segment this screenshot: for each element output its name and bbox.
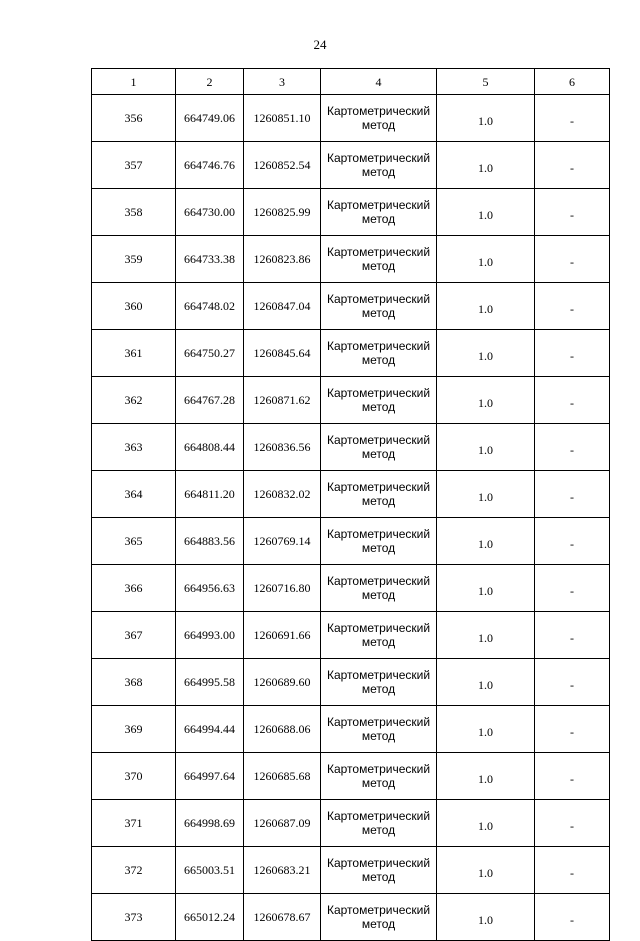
method-line-2: метод	[361, 212, 396, 226]
method-line-2: метод	[361, 400, 396, 414]
point-number-cell: 360	[92, 283, 176, 330]
extra-cell: -	[535, 471, 610, 518]
table-row	[92, 424, 610, 471]
x-coordinate-cell: 664883.56	[176, 518, 244, 565]
accuracy-cell: 1.0	[437, 189, 535, 236]
column-header: 6	[535, 69, 610, 95]
table-row	[92, 236, 610, 283]
table-row	[92, 95, 610, 142]
accuracy-cell: 1.0	[437, 565, 535, 612]
x-coordinate-cell: 664956.63	[176, 565, 244, 612]
accuracy-cell: 1.0	[437, 471, 535, 518]
accuracy-cell: 1.0	[437, 236, 535, 283]
method-line-1: Картометрический	[326, 527, 431, 541]
table-row	[92, 189, 610, 236]
y-coordinate-cell: 1260851.10	[244, 95, 321, 142]
extra-cell: -	[535, 800, 610, 847]
table-row	[92, 753, 610, 800]
method-cell	[321, 189, 437, 236]
point-number-cell: 358	[92, 189, 176, 236]
method-line-1: Картометрический	[326, 386, 431, 400]
extra-cell: -	[535, 283, 610, 330]
method-line-2: метод	[361, 165, 396, 179]
method-line-2: метод	[361, 682, 396, 696]
table-row	[92, 283, 610, 330]
method-line-2: метод	[361, 259, 396, 273]
point-number-cell: 362	[92, 377, 176, 424]
accuracy-cell: 1.0	[437, 377, 535, 424]
y-coordinate-cell: 1260683.21	[244, 847, 321, 894]
extra-cell: -	[535, 95, 610, 142]
accuracy-cell: 1.0	[437, 894, 535, 941]
accuracy-cell: 1.0	[437, 800, 535, 847]
method-line-2: метод	[361, 870, 396, 884]
table-row	[92, 894, 610, 941]
column-header: 5	[437, 69, 535, 95]
point-number-cell: 367	[92, 612, 176, 659]
table-body	[92, 69, 610, 941]
table-row	[92, 518, 610, 565]
y-coordinate-cell: 1260716.80	[244, 565, 321, 612]
extra-cell: -	[535, 518, 610, 565]
table-header-row	[92, 69, 610, 95]
method-cell	[321, 236, 437, 283]
y-coordinate-cell: 1260845.64	[244, 330, 321, 377]
extra-cell: -	[535, 612, 610, 659]
y-coordinate-cell: 1260688.06	[244, 706, 321, 753]
extra-cell: -	[535, 565, 610, 612]
y-coordinate-cell: 1260871.62	[244, 377, 321, 424]
point-number-cell: 365	[92, 518, 176, 565]
y-coordinate-cell: 1260769.14	[244, 518, 321, 565]
x-coordinate-cell: 664993.00	[176, 612, 244, 659]
method-line-1: Картометрический	[326, 668, 431, 682]
method-line-1: Картометрический	[326, 480, 431, 494]
y-coordinate-cell: 1260678.67	[244, 894, 321, 941]
method-line-1: Картометрический	[326, 151, 431, 165]
table-row	[92, 847, 610, 894]
method-line-2: метод	[361, 494, 396, 508]
method-line-1: Картометрический	[326, 433, 431, 447]
method-cell	[321, 753, 437, 800]
y-coordinate-cell: 1260832.02	[244, 471, 321, 518]
extra-cell: -	[535, 424, 610, 471]
method-line-1: Картометрический	[326, 809, 431, 823]
x-coordinate-cell: 664767.28	[176, 377, 244, 424]
x-coordinate-cell: 664811.20	[176, 471, 244, 518]
accuracy-cell: 1.0	[437, 518, 535, 565]
table-row	[92, 471, 610, 518]
column-header: 2	[176, 69, 244, 95]
point-number-cell: 371	[92, 800, 176, 847]
point-number-cell: 361	[92, 330, 176, 377]
x-coordinate-cell: 664746.76	[176, 142, 244, 189]
y-coordinate-cell: 1260825.99	[244, 189, 321, 236]
method-cell	[321, 330, 437, 377]
method-cell	[321, 518, 437, 565]
x-coordinate-cell: 664749.06	[176, 95, 244, 142]
method-line-2: метод	[361, 917, 396, 931]
accuracy-cell: 1.0	[437, 142, 535, 189]
accuracy-cell: 1.0	[437, 612, 535, 659]
accuracy-cell: 1.0	[437, 659, 535, 706]
x-coordinate-cell: 665003.51	[176, 847, 244, 894]
point-number-cell: 366	[92, 565, 176, 612]
method-cell	[321, 95, 437, 142]
point-number-cell: 363	[92, 424, 176, 471]
extra-cell: -	[535, 706, 610, 753]
column-header: 1	[92, 69, 176, 95]
method-line-2: метод	[361, 541, 396, 555]
accuracy-cell: 1.0	[437, 95, 535, 142]
method-cell	[321, 612, 437, 659]
method-line-1: Картометрический	[326, 715, 431, 729]
y-coordinate-cell: 1260852.54	[244, 142, 321, 189]
x-coordinate-cell: 664808.44	[176, 424, 244, 471]
method-line-2: метод	[361, 353, 396, 367]
column-header: 3	[244, 69, 321, 95]
method-cell	[321, 894, 437, 941]
method-line-2: метод	[361, 306, 396, 320]
x-coordinate-cell: 664997.64	[176, 753, 244, 800]
method-cell	[321, 800, 437, 847]
method-line-1: Картометрический	[326, 292, 431, 306]
method-cell	[321, 142, 437, 189]
method-line-2: метод	[361, 823, 396, 837]
method-line-2: метод	[361, 588, 396, 602]
y-coordinate-cell: 1260691.66	[244, 612, 321, 659]
x-coordinate-cell: 664750.27	[176, 330, 244, 377]
method-line-1: Картометрический	[326, 339, 431, 353]
table-row	[92, 377, 610, 424]
coordinates-table	[91, 68, 610, 941]
table-row	[92, 612, 610, 659]
table-row	[92, 142, 610, 189]
method-line-2: метод	[361, 729, 396, 743]
extra-cell: -	[535, 236, 610, 283]
method-cell	[321, 377, 437, 424]
method-line-1: Картометрический	[326, 245, 431, 259]
y-coordinate-cell: 1260847.04	[244, 283, 321, 330]
method-cell	[321, 847, 437, 894]
extra-cell: -	[535, 753, 610, 800]
extra-cell: -	[535, 659, 610, 706]
x-coordinate-cell: 664995.58	[176, 659, 244, 706]
method-line-1: Картометрический	[326, 574, 431, 588]
method-line-2: метод	[361, 118, 396, 132]
point-number-cell: 357	[92, 142, 176, 189]
page-number: 24	[313, 37, 327, 52]
x-coordinate-cell: 664748.02	[176, 283, 244, 330]
accuracy-cell: 1.0	[437, 330, 535, 377]
extra-cell: -	[535, 330, 610, 377]
point-number-cell: 364	[92, 471, 176, 518]
y-coordinate-cell: 1260685.68	[244, 753, 321, 800]
method-cell	[321, 471, 437, 518]
method-line-2: метод	[361, 776, 396, 790]
table-row	[92, 330, 610, 377]
method-line-1: Картометрический	[326, 903, 431, 917]
method-line-1: Картометрический	[326, 621, 431, 635]
method-cell	[321, 565, 437, 612]
x-coordinate-cell: 664733.38	[176, 236, 244, 283]
table-row	[92, 659, 610, 706]
point-number-cell: 356	[92, 95, 176, 142]
table-row	[92, 706, 610, 753]
method-line-2: метод	[361, 635, 396, 649]
extra-cell: -	[535, 894, 610, 941]
extra-cell: -	[535, 189, 610, 236]
method-line-1: Картометрический	[326, 104, 431, 118]
point-number-cell: 372	[92, 847, 176, 894]
accuracy-cell: 1.0	[437, 283, 535, 330]
accuracy-cell: 1.0	[437, 847, 535, 894]
accuracy-cell: 1.0	[437, 753, 535, 800]
y-coordinate-cell: 1260687.09	[244, 800, 321, 847]
x-coordinate-cell: 664998.69	[176, 800, 244, 847]
accuracy-cell: 1.0	[437, 424, 535, 471]
method-cell	[321, 424, 437, 471]
accuracy-cell: 1.0	[437, 706, 535, 753]
extra-cell: -	[535, 377, 610, 424]
extra-cell: -	[535, 142, 610, 189]
x-coordinate-cell: 664730.00	[176, 189, 244, 236]
point-number-cell: 373	[92, 894, 176, 941]
x-coordinate-cell: 665012.24	[176, 894, 244, 941]
point-number-cell: 369	[92, 706, 176, 753]
column-header: 4	[321, 69, 437, 95]
method-line-2: метод	[361, 447, 396, 461]
y-coordinate-cell: 1260836.56	[244, 424, 321, 471]
method-line-1: Картометрический	[326, 198, 431, 212]
y-coordinate-cell: 1260823.86	[244, 236, 321, 283]
method-cell	[321, 706, 437, 753]
table-row	[92, 565, 610, 612]
y-coordinate-cell: 1260689.60	[244, 659, 321, 706]
point-number-cell: 359	[92, 236, 176, 283]
point-number-cell: 368	[92, 659, 176, 706]
extra-cell: -	[535, 847, 610, 894]
method-cell	[321, 659, 437, 706]
method-cell	[321, 283, 437, 330]
method-line-1: Картометрический	[326, 762, 431, 776]
method-line-1: Картометрический	[326, 856, 431, 870]
table-row	[92, 800, 610, 847]
x-coordinate-cell: 664994.44	[176, 706, 244, 753]
point-number-cell: 370	[92, 753, 176, 800]
